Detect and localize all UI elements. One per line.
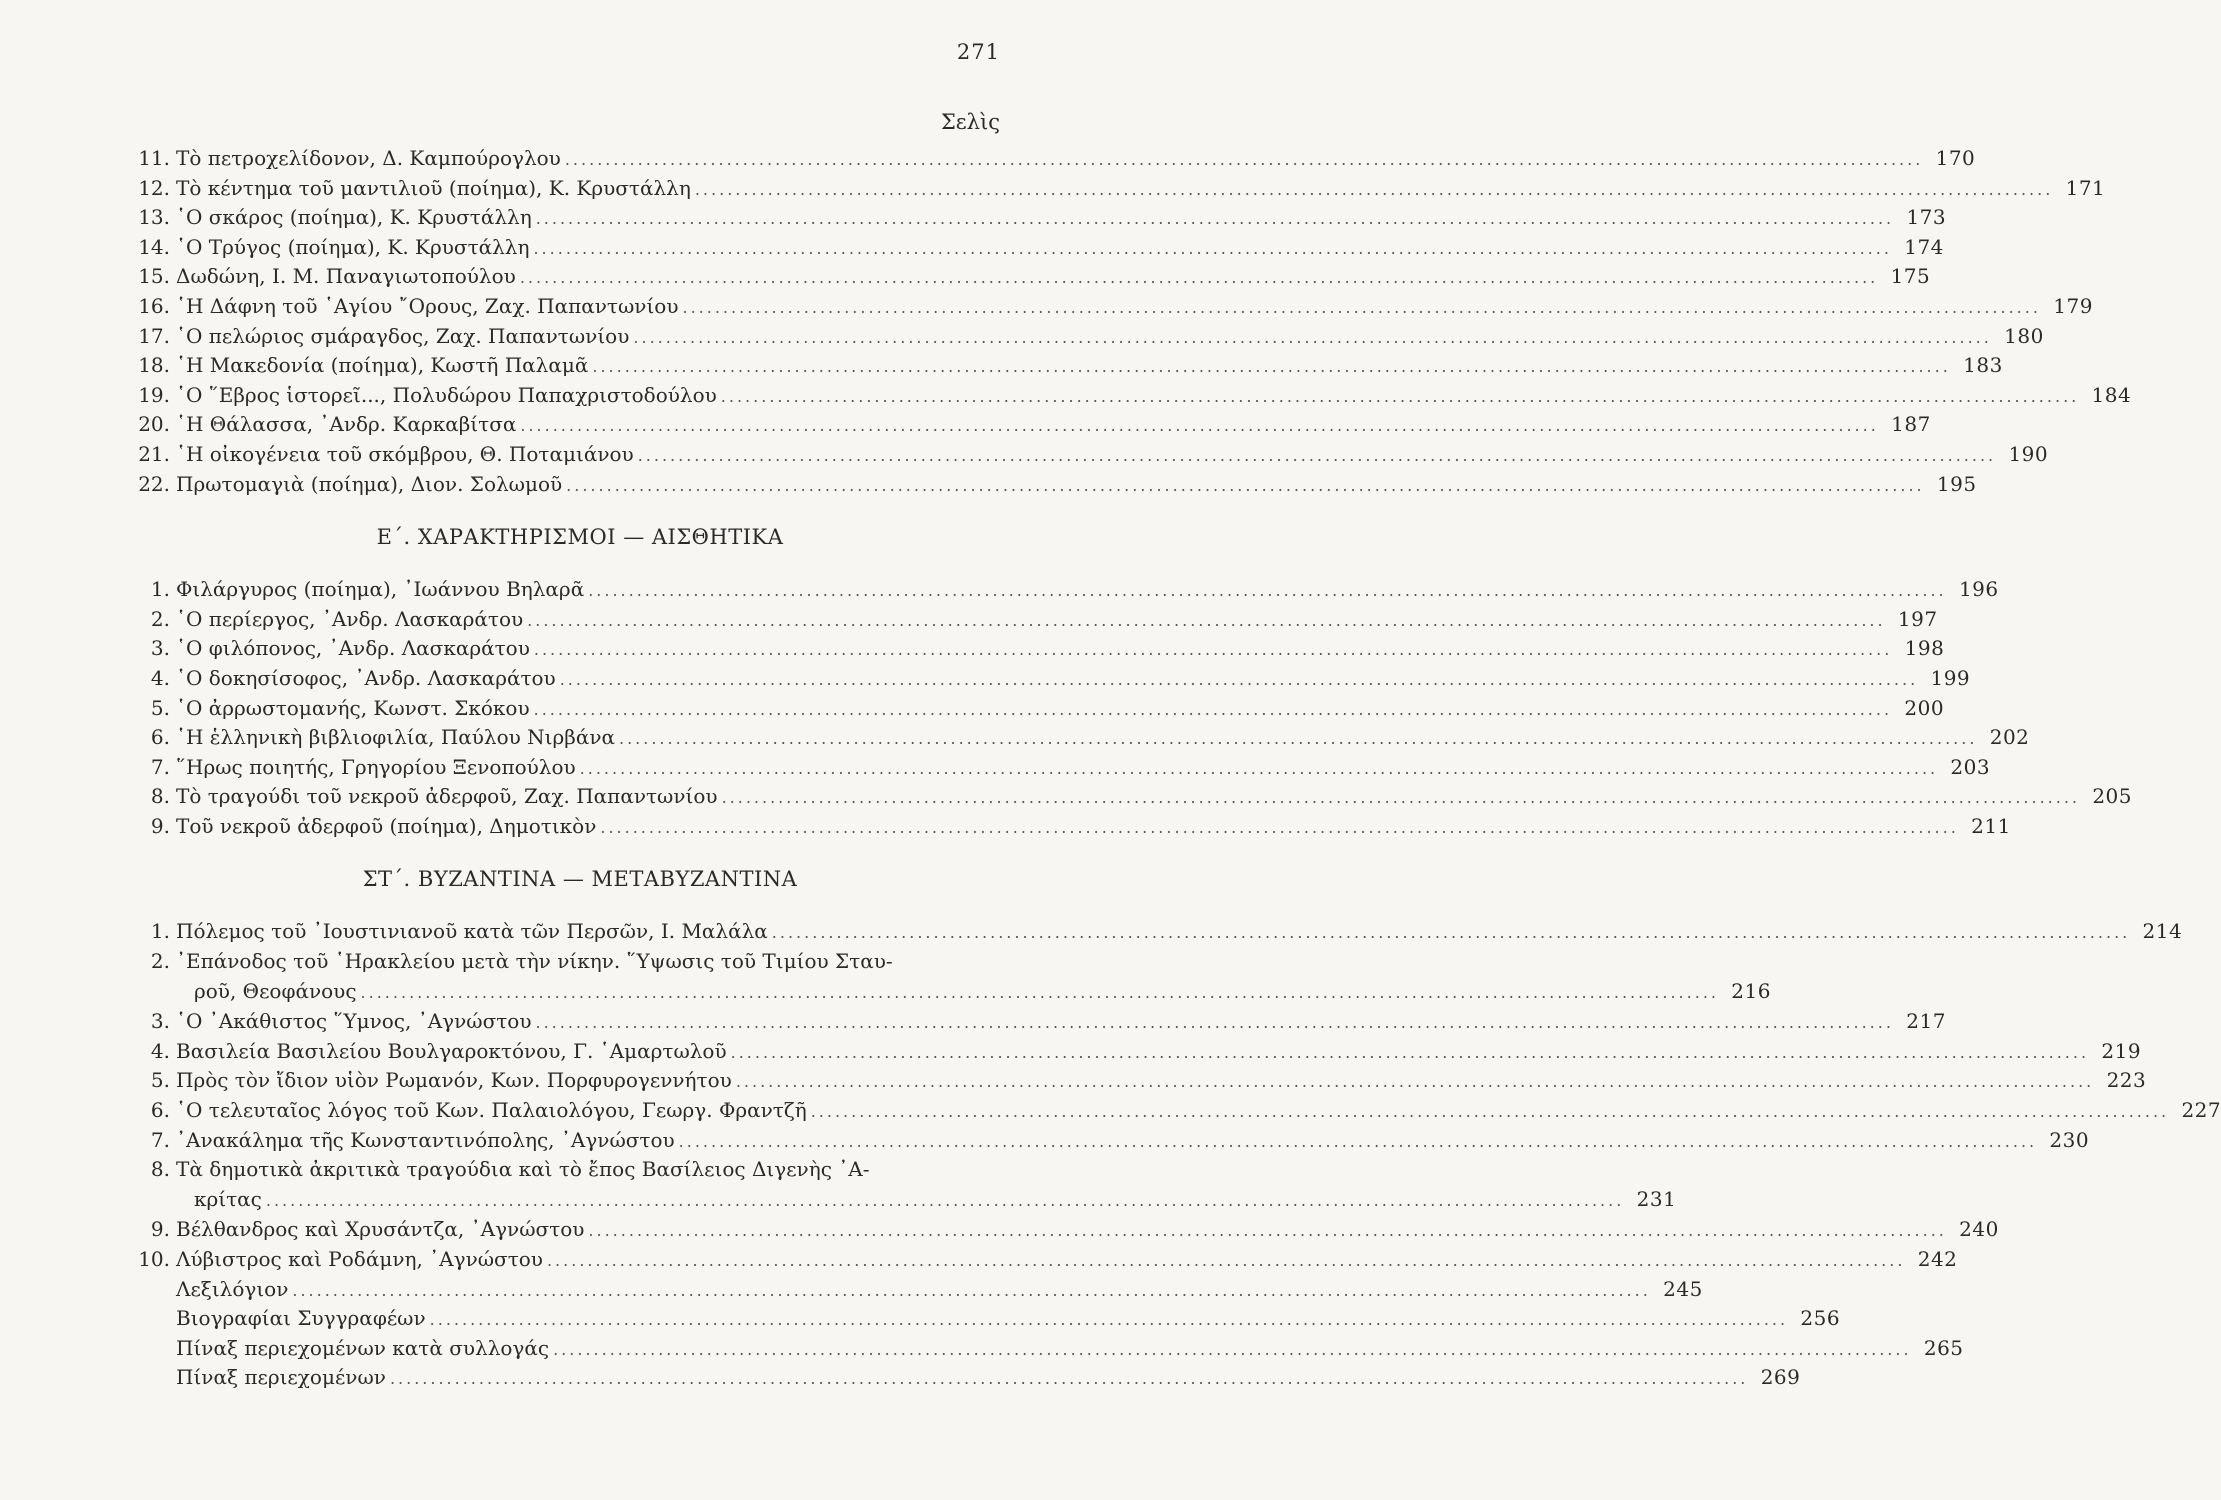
toc-entry: 9. Βέλθανδρος καὶ Χρυσάντζα, ᾿Αγνώστου ..... 240 bbox=[125, 1215, 1005, 1245]
toc-entry: 2. ῾Ο περίεργος, ᾿Ανδρ. Λασκαράτου ..... 197 bbox=[125, 605, 1005, 635]
toc-entry: 1. Φιλάργυρος (ποίημα), ᾿Ιωάννου Βηλαρᾶ ..... 196 bbox=[125, 575, 1005, 605]
toc-entry: 21. ῾Η οἰκογένεια τοῦ σκόμβρου, Θ. Ποταμιάνου ..... 190 bbox=[125, 440, 1005, 470]
toc-entry: 6. ῾Η ἑλληνικὴ βιβλιοφιλία, Παύλου Νιρβάνα ..... 202 bbox=[125, 723, 1005, 753]
table-of-contents bbox=[125, 144, 2221, 1393]
toc-entry: 5. Πρὸς τὸν ἴδιον υἱὸν Ρωμανόν, Κων. Πορφυρογεννήτου ..... 223 bbox=[125, 1066, 1005, 1096]
page-number: 271 bbox=[956, 40, 1000, 64]
toc-entry: 6. ῾Ο τελευταῖος λόγος τοῦ Κων. Παλαιολόγου, Γεωργ. Φραντζῆ ..... 227 bbox=[125, 1096, 1005, 1126]
toc-entry: Πίναξ περιεχομένων ..... 269 bbox=[125, 1363, 1005, 1393]
toc-entry: 20. ῾Η Θάλασσα, ᾿Ανδρ. Καρκαβίτσα ..... 187 bbox=[125, 410, 1005, 440]
toc-entry: 15. Δωδώνη, Ι. Μ. Παναγιωτοπούλου ..... 175 bbox=[125, 262, 1005, 292]
toc-entry: 3. ῾Ο ᾿Ακάθιστος ῞Υμνος, ᾿Αγνώστου ..... 217 bbox=[125, 1007, 1005, 1037]
toc-entry: 17. ῾Ο πελώριος σμάραγδος, Ζαχ. Παπαντωνίου ..... 180 bbox=[125, 322, 1005, 352]
toc-entry: Βιογραφίαι Συγγραφέων ..... 256 bbox=[125, 1304, 1005, 1334]
toc-entry: 8. Τὰ δημοτικὰ ἀκριτικὰ τραγούδια καὶ τὸ ἔπος Βασίλειος Διγενὴς ᾿Α- κρίτας ..... 231 bbox=[125, 1155, 1005, 1215]
toc-entry: 22. Πρωτομαγιὰ (ποίημα), Διον. Σολωμοῦ ..... 195 bbox=[125, 470, 1005, 500]
toc-entry: 18. ῾Η Μακεδονία (ποίημα), Κωστῆ Παλαμᾶ ..... 183 bbox=[125, 351, 1005, 381]
toc-entry: 19. ῾Ο ῞Εβρος ἱστορεῖ..., Πολυδώρου Παπαχριστοδούλου ..... 184 bbox=[125, 381, 1005, 411]
toc-entry: 4. Βασιλεία Βασιλείου Βουλγαροκτόνου, Γ. ῾Αμαρτωλοῦ ..... 219 bbox=[125, 1037, 1005, 1067]
toc-section-e bbox=[125, 575, 2132, 841]
toc-entry: 10. Λύβιστρος καὶ Ροδάμνη, ᾿Αγνώστου ..... 242 bbox=[125, 1245, 1005, 1275]
toc-entry: 11. Τὸ πετροχελίδονον, Δ. Καμπούρογλου ..... 170 bbox=[125, 144, 1005, 174]
toc-entry: 12. Τὸ κέντημα τοῦ μαντιλιοῦ (ποίημα), Κ. Κρυστάλλη ..... 171 bbox=[125, 174, 1005, 204]
toc-entry: 14. ῾Ο Τρύγος (ποίημα), Κ. Κρυστάλλη ..... 174 bbox=[125, 233, 1005, 263]
toc-entry: 7. ᾿Ανακάλημα τῆς Κωνσταντινόπολης, ᾿Αγνώστου ..... 230 bbox=[125, 1126, 1005, 1156]
toc-entry: 8. Τὸ τραγούδι τοῦ νεκροῦ ἀδερφοῦ, Ζαχ. Παπαντωνίου ..... 205 bbox=[125, 782, 1005, 812]
toc-section-st bbox=[125, 917, 2221, 1274]
toc-entry: 4. ῾Ο δοκησίσοφος, ᾿Ανδρ. Λασκαράτου ..... 199 bbox=[125, 664, 1005, 694]
section-heading-e: Ε΄. ΧΑΡΑΚΤΗΡΙΣΜΟΙ — ΑΙΣΘΗΤΙΚΑ bbox=[376, 525, 784, 550]
toc-group-d bbox=[125, 144, 2132, 499]
page-column-label: Σελὶς bbox=[940, 110, 1000, 134]
toc-entry: 5. ῾Ο ἀρρωστομανής, Κωνστ. Σκόκου ..... 200 bbox=[125, 694, 1005, 724]
toc-entry: 2. ᾿Επάνοδος τοῦ ῾Ηρακλείου μετὰ τὴν νίκην. ῞Υψωσις τοῦ Τιμίου Σταυ- ροῦ, Θεοφάνους ..... 216 bbox=[125, 947, 1005, 1007]
toc-entry: 16. ῾Η Δάφνη τοῦ ῾Αγίου ῎Ορους, Ζαχ. Παπαντωνίου ..... 179 bbox=[125, 292, 1005, 322]
toc-entry: Πίναξ περιεχομένων κατὰ συλλογάς ..... 265 bbox=[125, 1334, 1005, 1364]
toc-entry: 13. ῾Ο σκάρος (ποίημα), Κ. Κρυστάλλη ..... 173 bbox=[125, 203, 1005, 233]
toc-entry: 7. ῞Ηρως ποιητής, Γρηγορίου Ξενοπούλου ..... 203 bbox=[125, 753, 1005, 783]
toc-appendix bbox=[125, 1275, 1964, 1393]
toc-entry: 3. ῾Ο φιλόπονος, ᾿Ανδρ. Λασκαράτου ..... 198 bbox=[125, 634, 1005, 664]
toc-entry: 9. Τοῦ νεκροῦ ἀδερφοῦ (ποίημα), Δημοτικὸν ..... 211 bbox=[125, 812, 1005, 842]
toc-entry: 1. Πόλεμος τοῦ ᾿Ιουστινιανοῦ κατὰ τῶν Περσῶν, Ι. Μαλάλα ..... 214 bbox=[125, 917, 1005, 947]
section-heading-st: ΣΤ΄. ΒΥΖΑΝΤΙΝΑ — ΜΕΤΑΒΥΖΑΝΤΙΝΑ bbox=[362, 867, 798, 892]
toc-entry: Λεξιλόγιον ..... 245 bbox=[125, 1275, 1005, 1305]
